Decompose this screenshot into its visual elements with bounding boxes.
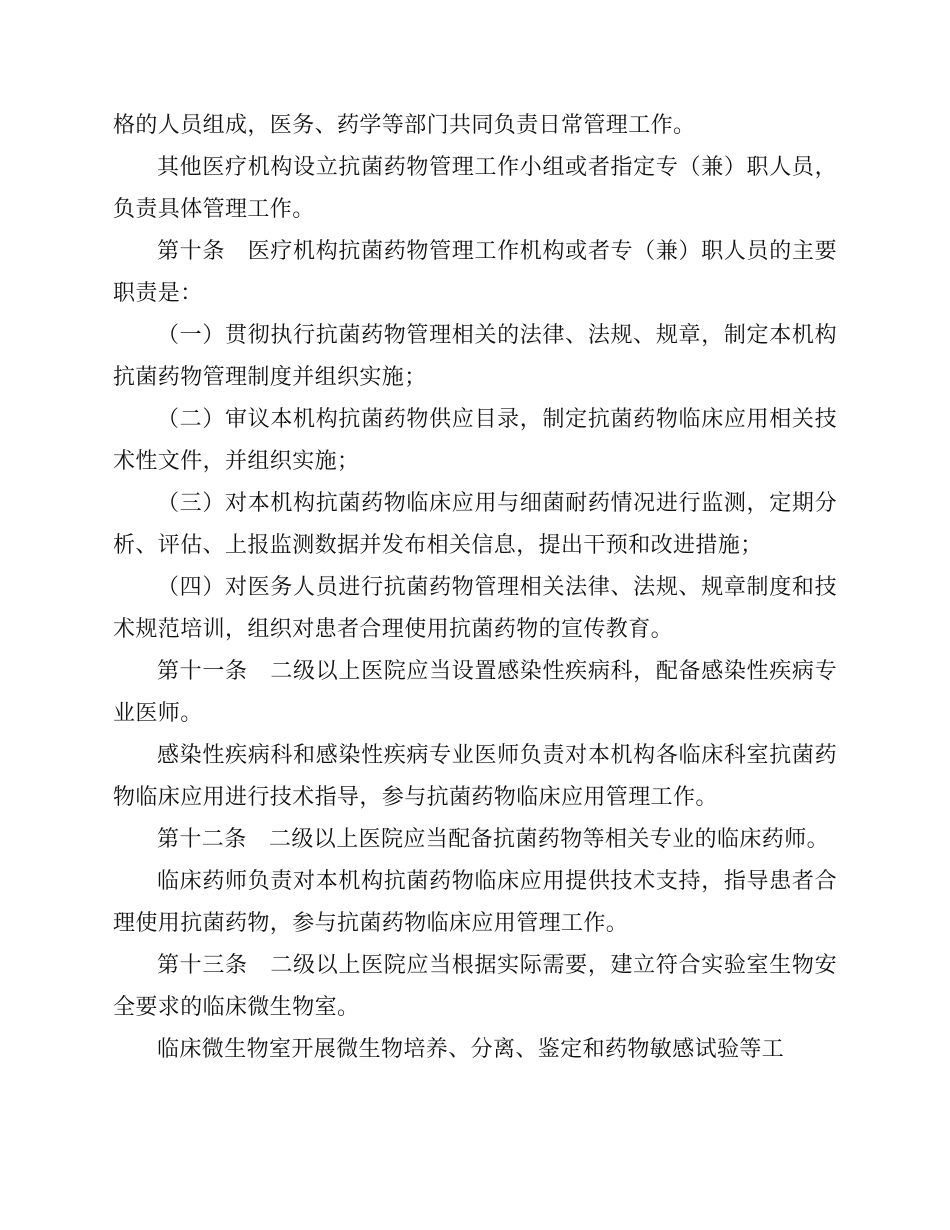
article-10-item-3: （三）对本机构抗菌药物临床应用与细菌耐药情况进行监测，定期分析、评估、上报监测数据并发布相关信息，提出干预和改进措施； — [113, 491, 837, 558]
article-11: 第十一条 二级以上医院应当设置感染性疾病科，配备感染性疾病专业医师。 — [113, 659, 837, 726]
article-13-detail: 临床微生物室开展微生物培养、分离、鉴定和药物敏感试验等工 — [157, 1037, 785, 1062]
article-11-detail: 感染性疾病科和感染性疾病专业医师负责对本机构各临床科室抗菌药物临床应用进行技术指导，参与抗菌药物临床应用管理工作。 — [113, 743, 837, 810]
article-10-item-1: （一）贯彻执行抗菌药物管理相关的法律、法规、规章，制定本机构抗菌药物管理制度并组织实施； — [113, 323, 837, 390]
article-13: 第十三条 二级以上医院应当根据实际需要，建立符合实验室生物安全要求的临床微生物室。 — [113, 953, 837, 1020]
article-12: 第十二条 二级以上医院应当配备抗菌药物等相关专业的临床药师。 — [157, 827, 830, 852]
article-10-item-2: （二）审议本机构抗菌药物供应目录，制定抗菌药物临床应用相关技术性文件，并组织实施； — [113, 407, 837, 474]
paragraph-other-institutions: 其他医疗机构设立抗菌药物管理工作小组或者指定专（兼）职人员，负责具体管理工作。 — [113, 155, 837, 222]
article-10-item-4: （四）对医务人员进行抗菌药物管理相关法律、法规、规章制度和技术规范培训，组织对患者合理使用抗菌药物的宣传教育。 — [113, 575, 837, 642]
article-10: 第十条 医疗机构抗菌药物管理工作机构或者专（兼）职人员的主要职责是： — [113, 239, 837, 306]
paragraph-continuation: 格的人员组成，医务、药学等部门共同负责日常管理工作。 — [113, 113, 696, 138]
document-body — [113, 105, 837, 1071]
article-12-detail: 临床药师负责对本机构抗菌药物临床应用提供技术支持，指导患者合理使用抗菌药物，参与抗菌药物临床应用管理工作。 — [113, 869, 837, 936]
